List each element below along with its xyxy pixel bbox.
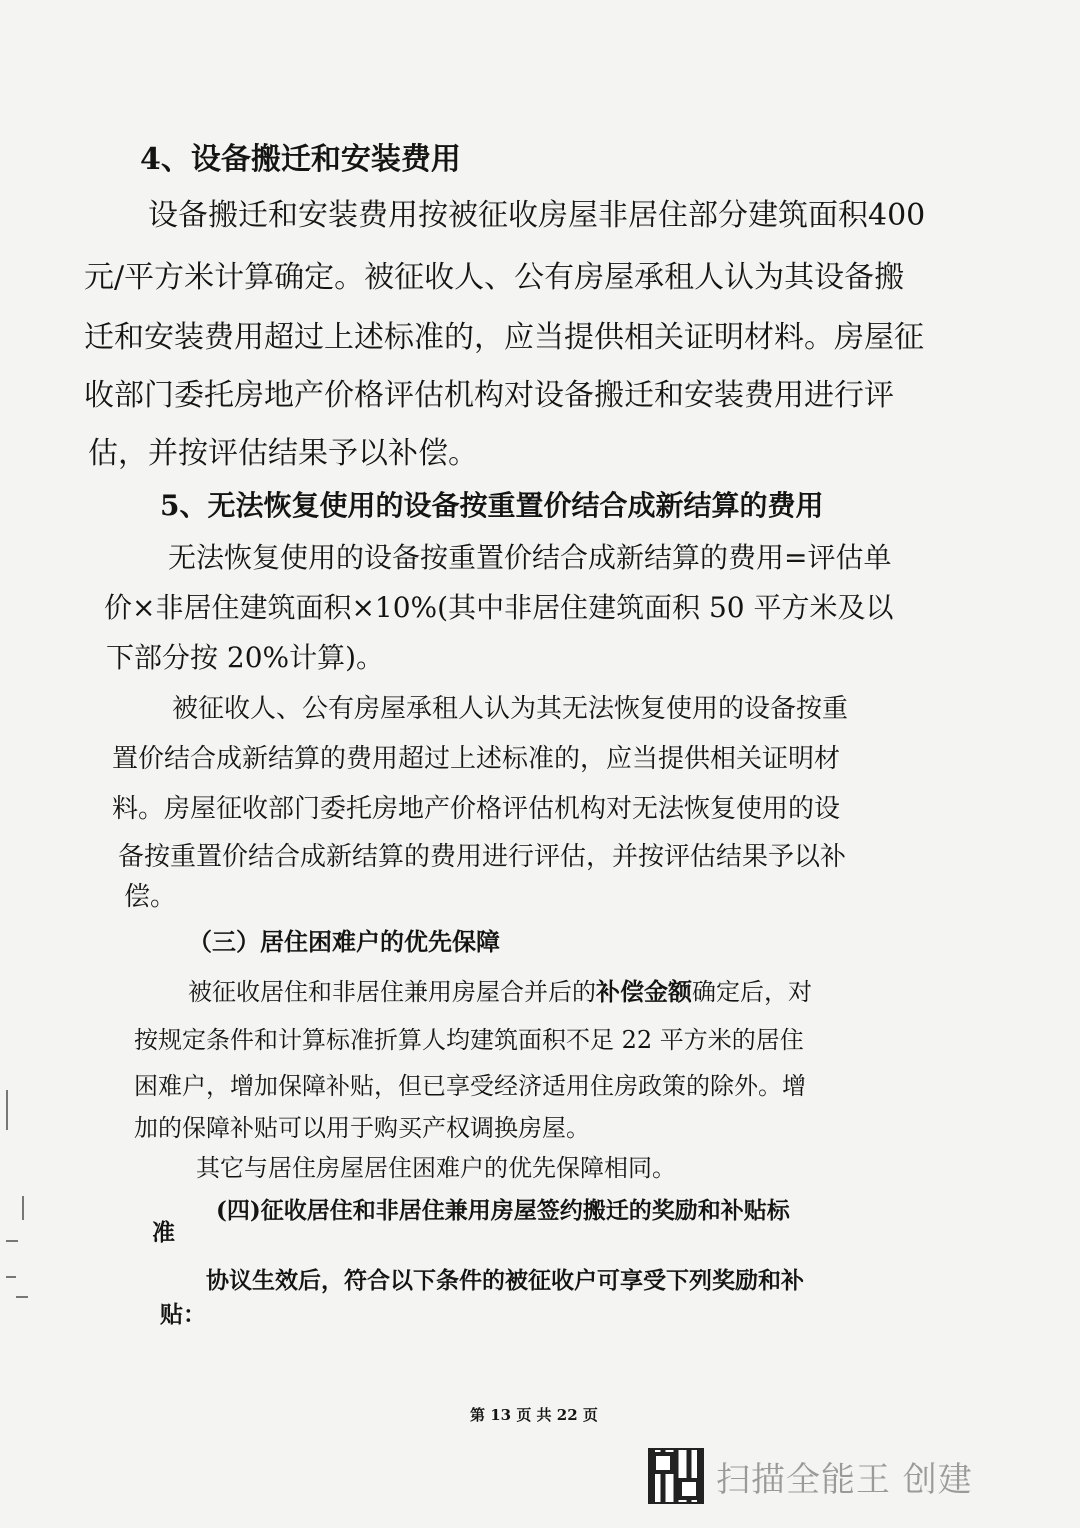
section-3-line-4: 加的保障补贴可以用于购买产权调换房屋。 bbox=[134, 1114, 590, 1142]
section-3-heading: （三）居住困难户的优先保障 bbox=[188, 927, 500, 956]
section-5-para2-line-4: 备按重置价结合成新结算的费用进行评估，并按评估结果予以补 bbox=[118, 842, 847, 872]
section-4-line-1: 设备搬迁和安装费用按被征收房屋非居住部分建筑面积400 bbox=[148, 198, 926, 233]
agreement-line-2: 贴： bbox=[160, 1301, 206, 1328]
scan-artifact bbox=[22, 1196, 24, 1220]
compensation-amount-term: 补偿金额 bbox=[596, 977, 692, 1006]
section-4-line-4: 收部门委托房地产价格评估机构对设备搬迁和安装费用进行评 bbox=[84, 378, 894, 413]
section-4-line-3: 迁和安装费用超过上述标准的，应当提供相关证明材料。房屋征 bbox=[84, 320, 924, 355]
section-4b-heading-line-2: 准 bbox=[152, 1219, 175, 1246]
agreement-line-1: 协议生效后，符合以下条件的被征收户可享受下列奖励和补 bbox=[206, 1267, 804, 1294]
scan-artifact bbox=[6, 1276, 16, 1278]
section-3-line-3: 困难户，增加保障补贴，但已享受经济适用住房政策的除外。增 bbox=[134, 1072, 806, 1100]
qr-code-icon bbox=[648, 1448, 704, 1504]
scanner-watermark bbox=[648, 1448, 973, 1504]
section-5-para2-line-3: 料。房屋征收部门委托房地产价格评估机构对无法恢复使用的设 bbox=[112, 794, 841, 824]
section-5-para2-line-1: 被征收人、公有房屋承租人认为其无法恢复使用的设备按重 bbox=[172, 694, 849, 724]
scan-artifact bbox=[6, 1240, 18, 1242]
section-4-heading: 4、设备搬迁和安装费用 bbox=[140, 142, 461, 177]
section-5-heading: 5、无法恢复使用的设备按重置价结合成新结算的费用 bbox=[160, 489, 824, 522]
section-5-para2-line-5: 偿。 bbox=[124, 882, 177, 912]
scan-artifact bbox=[6, 1090, 8, 1130]
section-3-line-1-end: 确定后，对 bbox=[692, 978, 812, 1006]
section-5-line-2: 价×非居住建筑面积×10%(其中非居住建筑面积 50 平方米及以 bbox=[104, 591, 894, 624]
section-4b-heading-line-1: (四)征收居住和非居住兼用房屋签约搬迁的奖励和补贴标 bbox=[216, 1197, 790, 1224]
section-3-line-5: 其它与居住房屋居住困难户的优先保障相同。 bbox=[196, 1154, 676, 1182]
section-4-line-2: 元/平方米计算确定。被征收人、公有房屋承租人认为其设备搬 bbox=[84, 260, 905, 295]
scan-artifact bbox=[16, 1296, 28, 1298]
watermark-text: 扫描全能王 创建 bbox=[716, 1459, 973, 1500]
section-3-line-2: 按规定条件和计算标准折算人均建筑面积不足 22 平方米的居住 bbox=[134, 1026, 804, 1054]
section-5-para2-line-2: 置价结合成新结算的费用超过上述标准的，应当提供相关证明材 bbox=[112, 744, 841, 774]
page-indicator: 第 13 页 共 22 页 bbox=[470, 1406, 598, 1424]
section-5-line-3: 下部分按 20%计算)。 bbox=[106, 641, 385, 674]
section-3-line-1 bbox=[188, 972, 812, 1007]
section-3-line-1-start: 被征收居住和非居住兼用房屋合并后的 bbox=[188, 978, 596, 1006]
section-5-line-1: 无法恢复使用的设备按重置价结合成新结算的费用=评估单 bbox=[168, 541, 892, 574]
section-4-line-5: 估，并按评估结果予以补偿。 bbox=[88, 436, 478, 471]
